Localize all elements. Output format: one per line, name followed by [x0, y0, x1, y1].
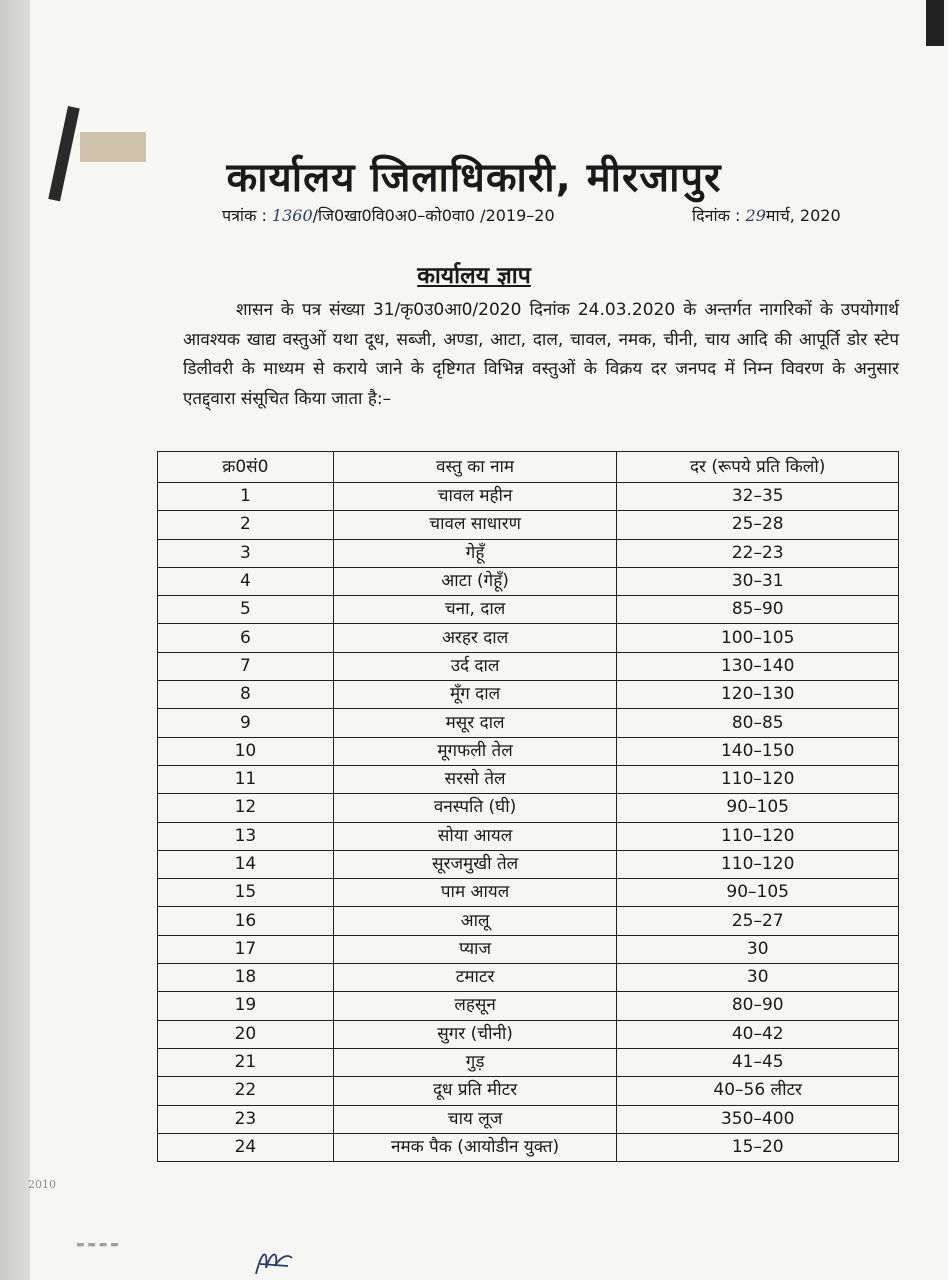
- cell-rate: 110–120: [617, 850, 899, 878]
- cell-rate: 15–20: [617, 1133, 899, 1161]
- table-row: [158, 567, 899, 595]
- cell-item-name: मूगफली तेल: [333, 737, 617, 765]
- cell-serial: 11: [158, 765, 334, 793]
- table-row: [158, 596, 899, 624]
- cell-rate: 110–120: [617, 822, 899, 850]
- table-header-row: [158, 452, 899, 483]
- reference-label: पत्रांक :: [222, 206, 272, 225]
- reference-handwritten: 1360: [271, 206, 313, 225]
- cell-serial: 9: [158, 709, 334, 737]
- cell-serial: 8: [158, 681, 334, 709]
- cell-serial: 3: [158, 539, 334, 567]
- cell-serial: 22: [158, 1077, 334, 1105]
- date-label: दिनांक :: [692, 206, 746, 225]
- cell-item-name: मसूर दाल: [333, 709, 617, 737]
- cell-rate: 32–35: [617, 483, 899, 511]
- table-row: [158, 681, 899, 709]
- table-row: [158, 879, 899, 907]
- cell-item-name: नमक पैक (आयोडीन युक्त): [333, 1133, 617, 1161]
- cell-item-name: गुड़: [333, 1048, 617, 1076]
- document-date: [692, 204, 841, 226]
- cell-rate: 90–105: [617, 794, 899, 822]
- date-handwritten: 29: [745, 206, 766, 225]
- cell-rate: 41–45: [617, 1048, 899, 1076]
- cell-serial: 7: [158, 652, 334, 680]
- cell-serial: 2: [158, 511, 334, 539]
- table-row: [158, 935, 899, 963]
- cell-item-name: सूरजमुखी तेल: [333, 850, 617, 878]
- cell-rate: 25–28: [617, 511, 899, 539]
- table-row: [158, 1048, 899, 1076]
- memo-heading: कार्यालय ज्ञाप: [417, 263, 531, 289]
- cell-serial: 21: [158, 1048, 334, 1076]
- cell-serial: 12: [158, 794, 334, 822]
- col-header-serial: क्र0सं0: [158, 452, 334, 483]
- table-row: [158, 652, 899, 680]
- rate-table: [157, 451, 899, 1162]
- cell-serial: 1: [158, 483, 334, 511]
- col-header-rate: दर (रूपये प्रति किलो): [617, 452, 899, 483]
- signature-icon: [252, 1244, 296, 1278]
- cell-item-name: सोया आयल: [333, 822, 617, 850]
- date-rest: मार्च, 2020: [765, 206, 841, 225]
- cell-serial: 20: [158, 1020, 334, 1048]
- cell-item-name: सुगर (चीनी): [333, 1020, 617, 1048]
- table-row: [158, 737, 899, 765]
- cell-serial: 13: [158, 822, 334, 850]
- memo-paragraph: शासन के पत्र संख्या 31/कृ0उ0आ0/2020 दिनांक 24.03.2020 के अन्तर्गत नागरिकों के उपयोगार्थ आवश्यक खाद्य वस्तुओं यथा दूध, सब्जी, अण्डा, आटा, दाल, चावल, नमक, चीनी, चाय आदि की आपूर्ति डोर स्टेप डिलीवरी के माध्यम से कराये जाने के दृष्टिगत विभिन्न वस्तुओं के विक्रय दर जनपद में निम्न विवरण के अनुसार एतद्द्वारा संसूचित किया जाता है:–: [183, 300, 899, 409]
- cell-rate: 40–42: [617, 1020, 899, 1048]
- table-row: [158, 1105, 899, 1133]
- cell-serial: 24: [158, 1133, 334, 1161]
- table-row: [158, 794, 899, 822]
- cell-serial: 23: [158, 1105, 334, 1133]
- cell-rate: 120–130: [617, 681, 899, 709]
- cell-item-name: चाय लूज: [333, 1105, 617, 1133]
- cell-item-name: अरहर दाल: [333, 624, 617, 652]
- cell-rate: 110–120: [617, 765, 899, 793]
- cell-rate: 40–56 लीटर: [617, 1077, 899, 1105]
- cell-rate: 25–27: [617, 907, 899, 935]
- table-row: [158, 964, 899, 992]
- table-row: [158, 822, 899, 850]
- cell-rate: 85–90: [617, 596, 899, 624]
- cell-item-name: पाम आयल: [333, 879, 617, 907]
- cell-item-name: सरसो तेल: [333, 765, 617, 793]
- faint-stamp: ▬ ▬ ▬ ▬: [76, 1240, 119, 1250]
- cell-serial: 5: [158, 596, 334, 624]
- table-row: [158, 709, 899, 737]
- reference-number: [222, 204, 555, 226]
- cell-serial: 15: [158, 879, 334, 907]
- table-row: [158, 850, 899, 878]
- cell-rate: 100–105: [617, 624, 899, 652]
- cell-item-name: लहसून: [333, 992, 617, 1020]
- cell-serial: 14: [158, 850, 334, 878]
- table-body: [158, 483, 899, 1162]
- cell-serial: 16: [158, 907, 334, 935]
- table-row: [158, 511, 899, 539]
- table-row: [158, 624, 899, 652]
- cell-serial: 17: [158, 935, 334, 963]
- cell-serial: 4: [158, 567, 334, 595]
- table-row: [158, 1133, 899, 1161]
- table-row: [158, 907, 899, 935]
- cell-rate: 90–105: [617, 879, 899, 907]
- cell-item-name: दूध प्रति मीटर: [333, 1077, 617, 1105]
- cell-item-name: आटा (गेहूँ): [333, 567, 617, 595]
- cell-item-name: चावल महीन: [333, 483, 617, 511]
- cell-serial: 18: [158, 964, 334, 992]
- cell-item-name: आलू: [333, 907, 617, 935]
- cell-rate: 30–31: [617, 567, 899, 595]
- col-header-item: वस्तु का नाम: [333, 452, 617, 483]
- cell-serial: 10: [158, 737, 334, 765]
- cell-item-name: मूँग दाल: [333, 681, 617, 709]
- cell-item-name: उर्द दाल: [333, 652, 617, 680]
- corner-binding-mark: [926, 0, 944, 46]
- cell-item-name: प्याज: [333, 935, 617, 963]
- cell-rate: 140–150: [617, 737, 899, 765]
- cell-item-name: गेहूँ: [333, 539, 617, 567]
- office-title: कार्यालय जिलाधिकारी, मीरजापुर: [226, 155, 722, 201]
- cell-serial: 19: [158, 992, 334, 1020]
- reference-rest: /जि0खा0वि0अ0–को0वा0 /2019–20: [312, 206, 555, 225]
- table-row: [158, 539, 899, 567]
- cell-serial: 6: [158, 624, 334, 652]
- cell-item-name: चना, दाल: [333, 596, 617, 624]
- table-row: [158, 1020, 899, 1048]
- cell-rate: 22–23: [617, 539, 899, 567]
- cell-rate: 350–400: [617, 1105, 899, 1133]
- cell-item-name: वनस्पति (घी): [333, 794, 617, 822]
- cell-rate: 80–85: [617, 709, 899, 737]
- cell-rate: 30: [617, 964, 899, 992]
- margin-number: 2010: [28, 1178, 56, 1191]
- table-row: [158, 992, 899, 1020]
- table-row: [158, 1077, 899, 1105]
- cell-rate: 30: [617, 935, 899, 963]
- table-row: [158, 483, 899, 511]
- cell-item-name: टमाटर: [333, 964, 617, 992]
- cell-rate: 80–90: [617, 992, 899, 1020]
- cell-item-name: चावल साधारण: [333, 511, 617, 539]
- cell-rate: 130–140: [617, 652, 899, 680]
- table-row: [158, 765, 899, 793]
